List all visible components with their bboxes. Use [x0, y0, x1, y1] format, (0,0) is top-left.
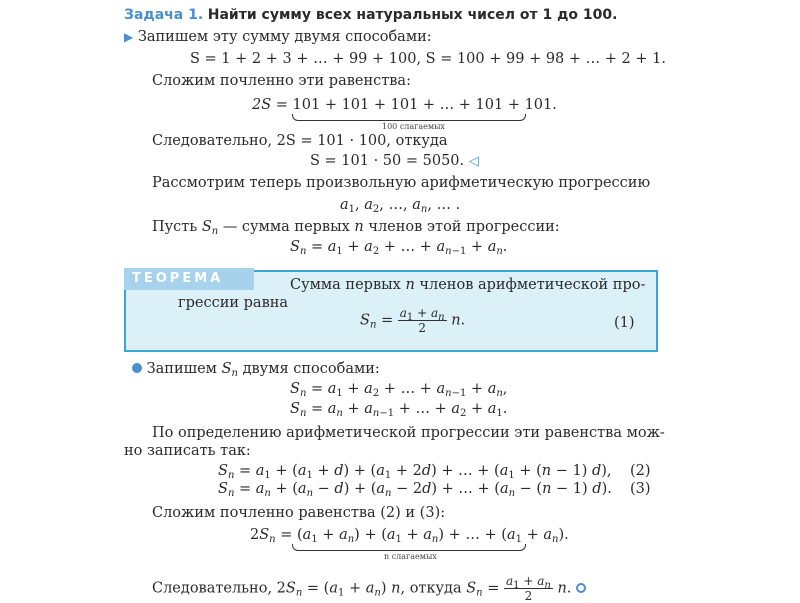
text: членов этой прогрессии:: [368, 219, 560, 235]
theorem-formula: $S_n$ = $\frac{a_1 + a_n}{2}$ n.: [360, 306, 466, 335]
equation-text: S = 101 · 50 = 5050.: [310, 153, 465, 169]
equation: $S_n = a_1 + a_2$ + … + $a_{n-1} + a_n$.: [290, 239, 508, 257]
text: откуда: [409, 580, 462, 597]
play-triangle-icon: ▶: [124, 30, 134, 44]
filled-circle-icon: [132, 363, 142, 373]
equation-text: 101 + 101 + 101 + … + 101 + 101: [292, 97, 553, 113]
proof-start: Запишем $S_n$ двумя способами:: [132, 360, 380, 378]
paragraph: Сложим почленно эти равенства:: [152, 73, 411, 89]
text: — сумма первых: [222, 219, 350, 235]
equation: $S_n = a_1 + (a_1 + d) + (a_1 + 2d)$ + … + ($a_1 + (n - 1)$ d),: [218, 463, 612, 481]
equation: $S_n = a_1 + a_2$ + … + $a_{n-1} + a_n$,: [290, 381, 508, 399]
underbrace: [292, 544, 526, 551]
paragraph: По определению арифметической прогрессии эти равенства мож-: [152, 425, 665, 441]
task-heading: [124, 6, 617, 24]
underbrace: [292, 114, 526, 121]
equation-number: (2): [630, 463, 651, 479]
left-triangle-icon: ◁: [468, 154, 479, 169]
equation: [190, 50, 666, 68]
paragraph: Запишем эту сумму двумя способами:: [137, 29, 432, 45]
hollow-circle-icon: [576, 583, 586, 593]
theorem-text: грессии равна: [178, 295, 289, 311]
equation-text: S = 1 + 2 + 3 + … + 99 + 100, S = 100 + 99 + 98 + … + 2 + 1.: [190, 51, 666, 67]
brace-label: 100 слагаемых: [382, 122, 445, 131]
paragraph: Пусть $S_n$ — сумма первых n членов этой прогрессии:: [152, 219, 560, 237]
text: Пусть: [152, 219, 198, 235]
text: членов арифметической про-: [419, 277, 646, 293]
task-text: Найти сумму всех натуральных чисел от 1 до 100.: [207, 7, 618, 23]
text: Следовательно,: [152, 580, 273, 597]
equation-text: .: [552, 97, 557, 113]
task-label: Задача 1.: [124, 7, 204, 23]
equation-text: 2S =: [252, 97, 293, 113]
solution-intro: [124, 28, 432, 46]
paragraph: Следовательно, 2S = 101 · 100, откуда: [152, 133, 448, 149]
equation: [310, 152, 479, 171]
equation-number: (1): [614, 315, 635, 331]
equation: $S_n = a_n + (a_n - d) + (a_n - 2d)$ + … + ($a_n - (n - 1)$ d).: [218, 481, 612, 499]
paragraph: Рассмотрим теперь произвольную арифметическую прогрессию: [152, 175, 651, 191]
text: Запишем: [146, 361, 217, 377]
brace-label: n слагаемых: [384, 552, 437, 561]
text: двумя способами:: [242, 361, 380, 377]
theorem-tag: ТЕОРЕМА: [124, 268, 254, 290]
equation: [252, 96, 557, 114]
equation-number: (3): [630, 481, 651, 497]
paragraph: но записать так:: [124, 443, 251, 459]
paragraph: Сложим почленно равенства (2) и (3):: [152, 505, 446, 521]
conclusion: Следовательно, $2S_n = (a_1 + a_n)$ n, откуда $S_n$ = $\frac{a_1 + a_n}{2}$ n.: [152, 574, 586, 603]
sequence: $a_1$, $a_2$, …, $a_n$, … .: [340, 197, 461, 215]
text: Сумма первых: [290, 277, 401, 293]
equation: $S_n = a_n + a_{n-1}$ + … + $a_2 + a_1$.: [290, 401, 508, 419]
theorem-text: Сумма первых n членов арифметической про-: [290, 277, 646, 293]
equation: $2S_n = (a_1 + a_n) + (a_1 + a_n)$ + … + $(a_1 + a_n)$.: [250, 527, 569, 545]
